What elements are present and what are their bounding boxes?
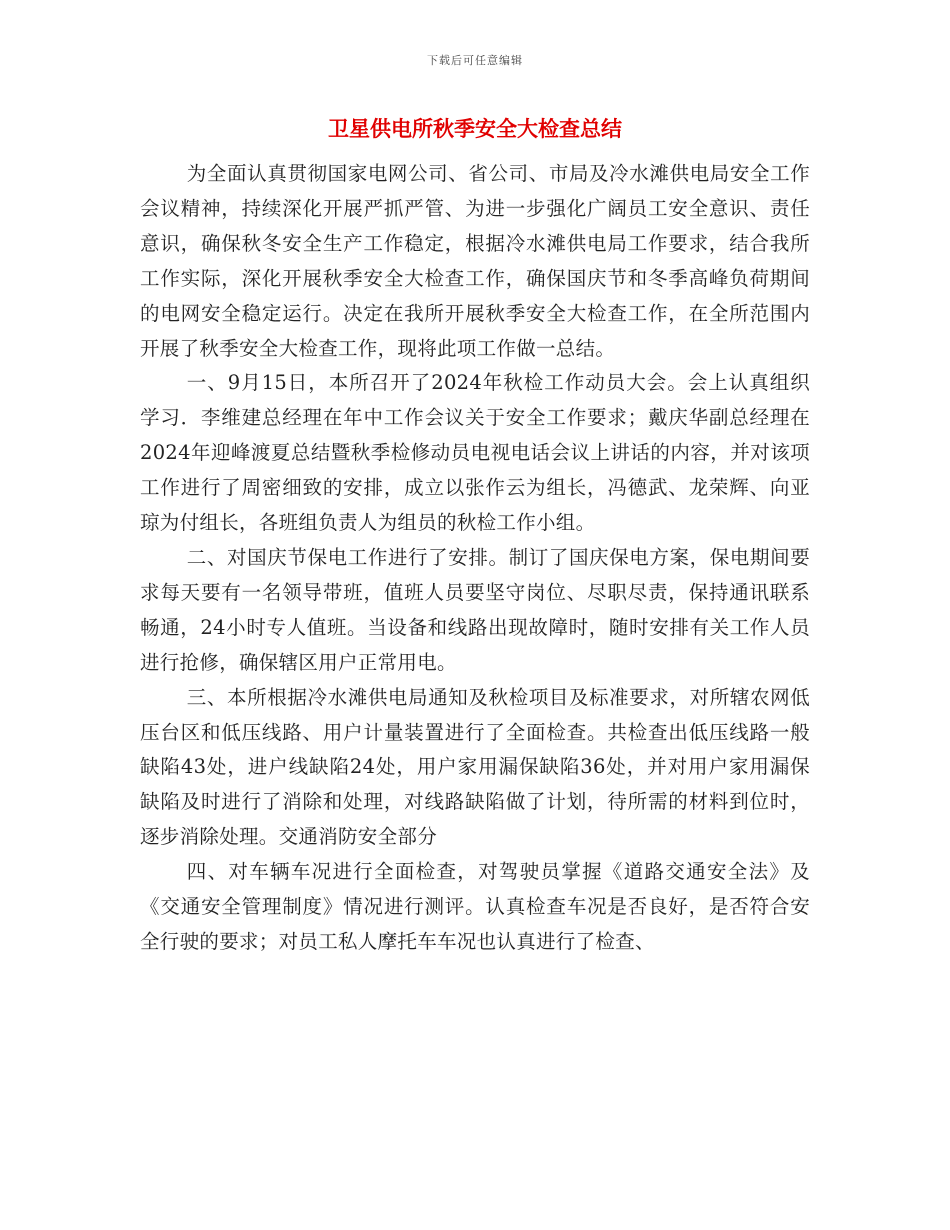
- document-title: 卫星供电所秋季安全大检查总结: [328, 117, 622, 141]
- paragraph-intro: 为全面认真贯彻国家电网公司、省公司、市局及冷水滩供电局安全工作会议精神，持续深化开展严抓严管、为进一步强化广阔员工安全意识、责任意识，确保秋冬安全生产工作稳定，根据冷水滩供电局工作要求，结合我所工作实际，深化开展秋季安全大检查工作，确保国庆节和冬季高峰负荷期间的电网安全稳定运行。决定在我所开展秋季安全大检查工作，在全所范围内开展了秋季安全大检查工作，现将此项工作做一总结。: [140, 162, 810, 360]
- paragraph-section-3: 三、本所根据冷水滩供电局通知及秋检项目及标准要求，对所辖农网低压台区和低压线路、用户计量装置进行了全面检查。共检查出低压线路一般缺陷43处，进户线缺陷24处，用户家用漏保缺陷36处，并对用户家用漏保缺陷及时进行了消除和处理，对线路缺陷做了计划，待所需的材料到位时，逐步消除处理。交通消防安全部分: [140, 685, 810, 849]
- paragraph-section-4: 四、对车辆车况进行全面检查，对驾驶员掌握《道路交通安全法》及《交通安全管理制度》情况进行测评。认真检查车况是否良好，是否符合安全行驶的要求；对员工私人摩托车车况也认真进行了检查、: [140, 860, 810, 953]
- paragraph-section-2: 二、对国庆节保电工作进行了安排。制订了国庆保电方案，保电期间要求每天要有一名领导带班，值班人员要坚守岗位、尽职尽责，保持通讯联系畅通，24小时专人值班。当设备和线路出现故障时，随时安排有关工作人员进行抢修，确保辖区用户正常用电。: [140, 545, 810, 674]
- header-note: 下载后可任意编辑: [427, 54, 523, 67]
- document-body: [140, 157, 810, 960]
- paragraph-section-1: 一、9月15日，本所召开了2024年秋检工作动员大会。会上认真组织学习．李维建总经理在年中工作会议关于安全工作要求；戴庆华副总经理在2024年迎峰渡夏总结暨秋季检修动员电视电话会议上讲话的内容，并对该项工作进行了周密细致的安排，成立以张作云为组长，冯德武、龙荣辉、向亚琼为付组长，各班组负责人为组员的秋检工作小组。: [140, 371, 810, 535]
